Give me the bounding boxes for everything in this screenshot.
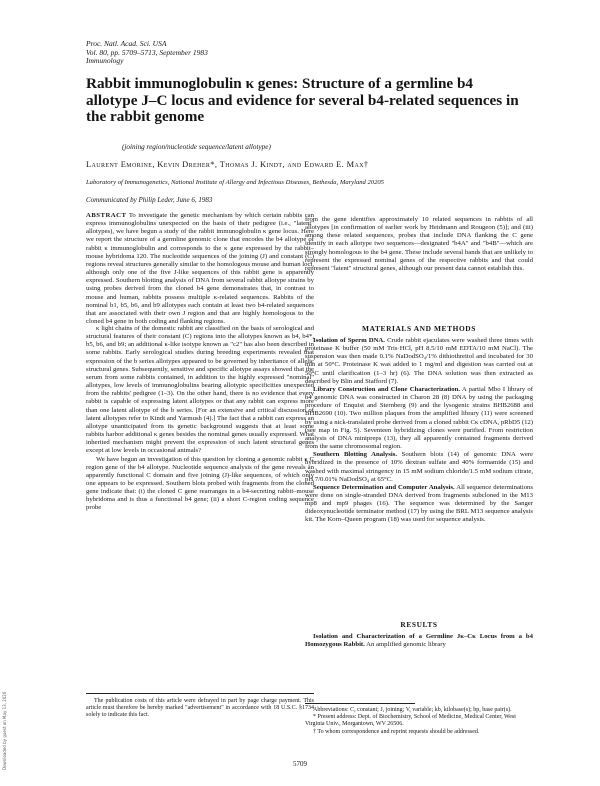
footnote-divider — [305, 703, 415, 704]
methods-subheading: Southern Blotting Analysis. — [313, 451, 398, 459]
results-section — [305, 633, 533, 649]
results-subheading: Isolation and Characterization of a Germline Jκ–Cκ Locus from a b4 Homozygous Rabbit. — [305, 633, 533, 649]
watermark-text: Downloaded by guest on May 13, 2020 — [2, 691, 7, 770]
results-heading: RESULTS — [400, 620, 438, 629]
journal-name: Proc. Natl. Acad. Sci. USA — [86, 39, 167, 48]
journal-volume: Vol. 80, pp. 5709–5713, September 1983 — [86, 47, 208, 57]
article-title: Rabbit immunoglobulin κ genes: Structure of a germline b4 allotype J–C locus and evidence for several b4-related sequences in the rabbit genome — [86, 75, 519, 125]
methods-text: Southern blots (14) of genomic DNA were hybridized in the presence of 10% dextran sulfate and 40% formamide (15) and washed with maximal stringency in 15 mM sodium chloride/1.5 mM sodium citrate, pH 7/0.01% NaDodSO₄ at 65°C. — [305, 451, 533, 483]
keywords: (joining region/nucleotide sequence/latent allotype) — [122, 143, 271, 151]
journal-header — [86, 40, 208, 66]
intro-paragraph: κ light chains of the domestic rabbit are classified on the basis of serological and structural features of their constant (C) regions into the allotypes known as b4, b4*, b5, b6, and b9; an additional κ-like isotype known as "c2" has also been described in some rabbits. Early serological studies during breeding experiments revealed that expression of the b series allotypes appeared to be governed by inheritance of allelic structural genes. Subsequently, sensitive and specific allotype assays showed that the serum from some rabbits contained, in addition to the highly expressed "nominal" allotypes, low levels of immunoglobulins bearing allotypic specificities unexpected from the rabbits' pedigree (1–3). On the other hand, there is no evidence that every rabbit is capable of expressing latent allotypes or that any rabbit can express more than one latent allotype of the b series. [For an extensive and critical discussion of latent allotypes refer to Kindt and Yarmush (4).] The fact that a rabbit can express an allotype unanticipated from its genetic background suggests that at least some rabbits harbor additional κ genes besides the nominal genes usually expressed. What inherited mechanism might prevent the expression of such latent structural genes except at low levels in occasional animals? — [86, 325, 314, 455]
methods-section — [305, 337, 533, 525]
methods-text: Crude rabbit ejaculates were washed three times with proteinase K buffer (50 mM Tris·HCl, pH 8.5/10 mM EDTA/10 mM NaCl). The suspension was then made 0.1% NaDodSO₄/1% dithiothreitol and incubated for 30 min at 50°C. Proteinase K was added to 1 mg/ml and digestion was carried out at 50°C until clarification (1–3 hr) (6). The DNA solution was then extracted as described by Blin and Stafford (7). — [305, 337, 533, 385]
abstract-label: ABSTRACT — [86, 212, 127, 219]
publication-cost-note: The publication costs of this article were defrayed in part by page charge payment. This article must therefore be hereby marked "advertisement" in accordance with 18 U.S.C. §1734 solely to indicate this fact. — [86, 698, 314, 719]
methods-subheading: Library Construction and Clone Characterization. — [313, 385, 461, 393]
author-list: Laurent Emorine, Kevin Dreher*, Thomas J. Kindt, and Edward E. Max† — [86, 160, 369, 169]
footnote-divider — [86, 693, 314, 694]
methods-paragraph — [305, 451, 533, 484]
methods-text: All sequence determinations were done on single-stranded DNA derived from fragments subcloned in the M13 mp8 and mp9 phages (16). The sequence was determined by the Sanger dideoxynucleotide terminator method (17) by using the BRL M13 sequence analysis kit. The Korn–Queen program (18) was used for sequence analysis. — [305, 483, 533, 524]
intro-continued: from the gene identifies approximately 10 related sequences in rabbits of all allotypes [in confirmation of earlier work by Heidmann and Rougeon (5)]; and (iii) among these related sequences, probes that include DNA flanking the C gene identify in each allotype two sequences—designated "b4A" and "b4B"—which are strongly homologous to the b4 gene. These include several bands that are unlikely to represent the expressed nominal genes of the respective rabbits and that could represent "latent" structural genes, although our present data cannot establish this. — [305, 216, 533, 272]
communicated-by: Communicated by Philip Leder, June 6, 1983 — [86, 196, 213, 204]
methods-text: A partial Mbo I library of b4 genomic DNA was constructed in Charon 28 (8) DNA by using the packaging procedure of Enquist and Sternberg (9) and the lysogenic strains BHB2688 and BHB2690 (10). Two million plaques from the amplified library (11) were screened by using a nick-translated probe derived from a cloned rabbit Cκ cDNA, pRbD5 (12) (see map in Fig. 5). Seventeen hybridizing clones were purified. From restriction analysis of DNA minipreps (13), they all apparently contained fragments derived from the same chromosomal region. — [305, 385, 533, 451]
footnotes — [305, 707, 533, 736]
page-number: 5709 — [293, 760, 307, 768]
methods-heading: MATERIALS AND METHODS — [362, 324, 476, 333]
footnote: * Present address: Dept. of Biochemistry, School of Medicine, Medical Center, West Virginia Univ., Morgantown, WV 26506. — [305, 714, 516, 728]
results-text: An amplified genomic library — [366, 641, 446, 649]
download-watermark — [2, 600, 16, 770]
intro-paragraph: We have begun an investigation of this question by cloning a genomic rabbit κ C region gene of the b4 allotype. Nucleotide sequence analysis of the gene reveals an apparently functional C domain and five joining (J)-like sequences, of which only one appears to be expressed. Southern blots probed with fragments from the cloned gene indicate that: (i) the cloned C gene rearranges in a b4-secreting rabbit–mouse hybridoma and is thus a functional b4 gene; (ii) a short C-region coding sequence probe — [86, 455, 314, 512]
abstract-text: To investigate the genetic mechanism by which certain rabbits can express immunoglobulins unexpected on the basis of their pedigree (i.e., "latent" allotypes), we have begun a study of the rabbit immunoglobulin κ gene locus. Here we report the structure of a germline genomic clone that encodes the b4 allotype of rabbit κ immunoglobulin and corresponds to the κ gene expressed by the rabbit–mouse hybridoma 120. The nucleotide sequences of the joining (J) and constant (C) regions reveal structures generally similar to the homologous mouse and human loci, although only one of the five J-like sequences of this rabbit gene is apparently expressed. Southern blotting analysis of DNA from several rabbit allotype strains by using probes derived from the cloned b4 gene demonstrates that, in contrast to mouse and human, rabbits possess multiple κ-related sequences. Rabbits of the nominal b1, b5, b6, and b9 allotypes each contain at least two b4-related sequences that are associated with their own J region and that are highly homologous to the cloned b4 gene in both coding and flanking regions. — [86, 212, 314, 326]
methods-paragraph — [305, 337, 533, 386]
abstract — [86, 212, 314, 326]
affiliation: Laboratory of Immunogenetics, National Institute of Allergy and Infectious Diseases, Bethesda, Maryland 20205 — [86, 179, 384, 186]
introduction — [86, 325, 314, 513]
footnote: Abbreviations: C, constant; J, joining; V, variable; kb, kilobase(s); bp, base pair(s). — [313, 707, 512, 713]
methods-paragraph — [305, 484, 533, 525]
methods-paragraph — [305, 386, 533, 451]
results-paragraph — [305, 633, 533, 649]
methods-subheading: Sequence Determination and Computer Analysis. — [313, 483, 455, 491]
footnote: † To whom correspondence and reprint requests should be addressed. — [313, 728, 480, 735]
journal-section: Immunology — [86, 56, 124, 66]
methods-subheading: Isolation of Sperm DNA. — [313, 337, 385, 344]
